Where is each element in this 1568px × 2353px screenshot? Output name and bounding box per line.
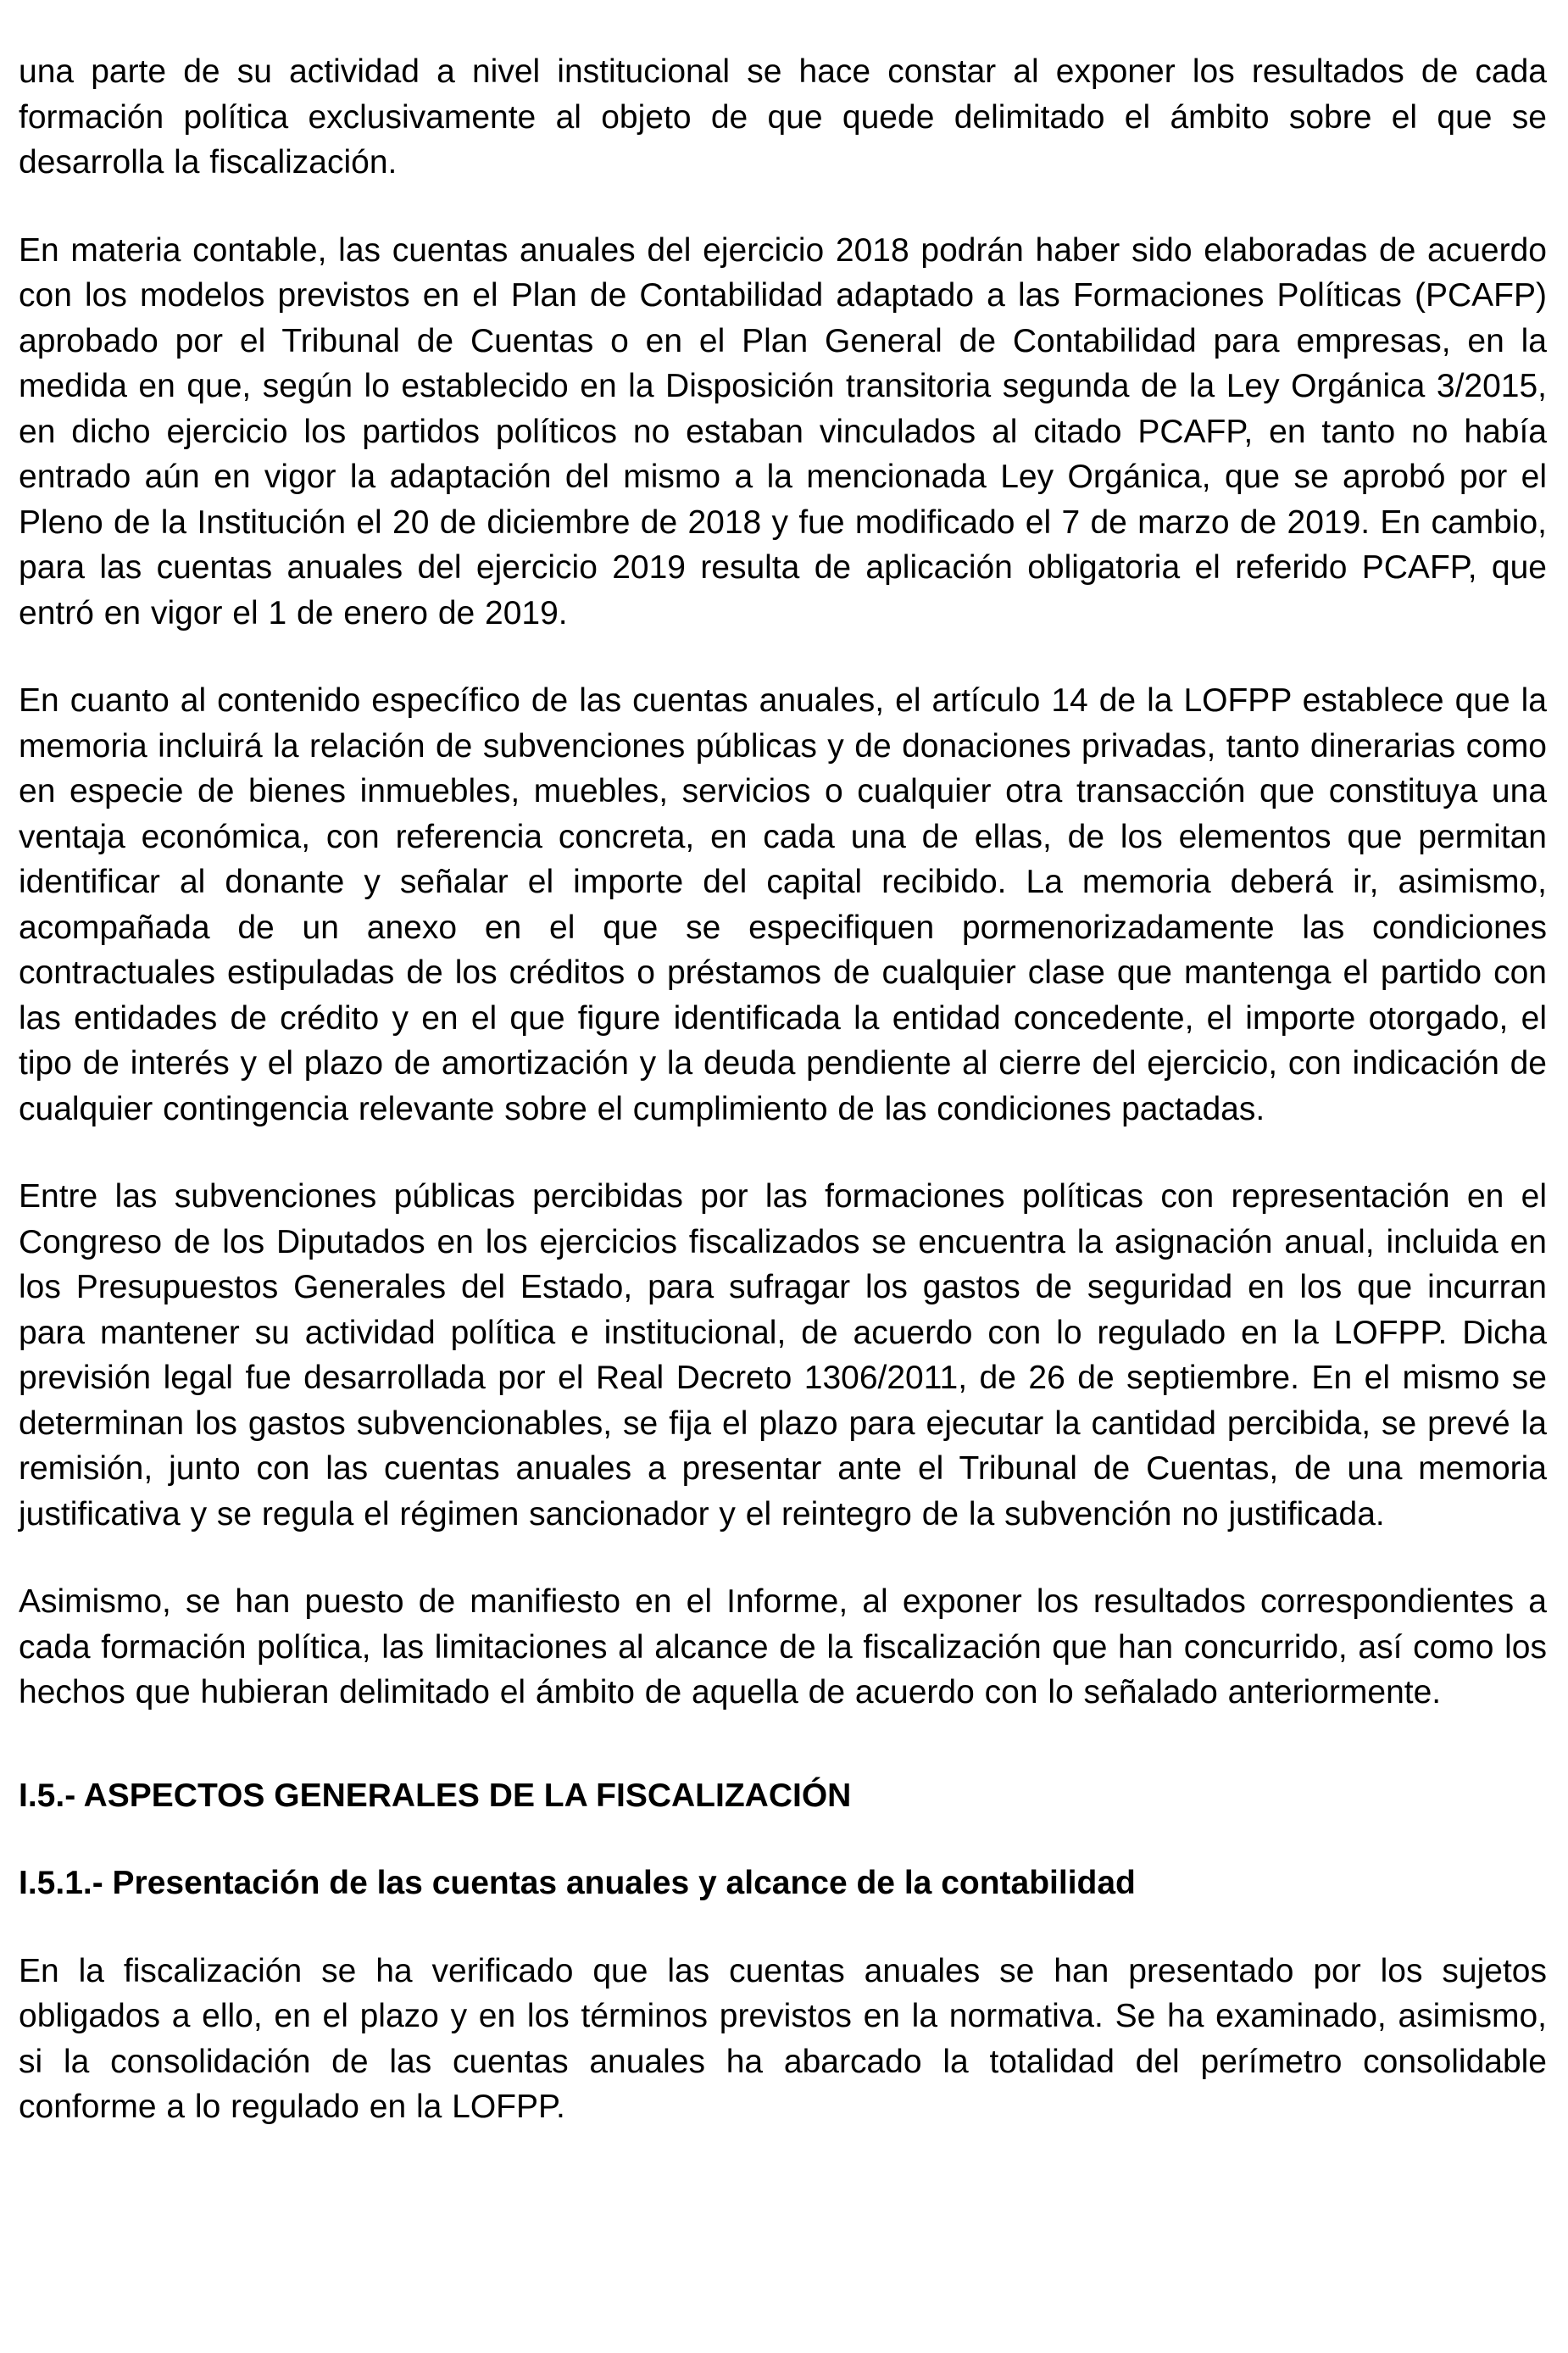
paragraph-scope-limitations: Asimismo, se han puesto de manifiesto en el Informe, al exponer los resultados correspondientes a cada formación política, las limitaciones al alcance de la fiscalización que han concurrido, así como los hechos que hubieran delimitado el ámbito de aquella de acuerdo con lo señalado anteriormente.	[19, 1583, 1547, 1711]
paragraph-annual-accounts-content: En cuanto al contenido específico de las cuentas anuales, el artículo 14 de la LOFPP establece que la memoria incluirá la relación de subvenciones públicas y de donaciones privadas, tanto dinerarias como en especie de bienes inmuebles, muebles, servicios o cualquier otra transacción que constituya una ventaja económica, con referencia concreta, en cada una de ellas, de los elementos que permitan identificar al donante y señalar el importe del capital recibido. La memoria deberá ir, asimismo, acompañada de un anexo en el que se especifiquen pormenorizadamente las condiciones contractuales estipuladas de los créditos o préstamos de cualquier clase que mantenga el partido con las entidades de crédito y en el que figure identificada la entidad concedente, el importe otorgado, el tipo de interés y el plazo de amortización y la deuda pendiente al cierre del ejercicio, con indicación de cualquier contingencia relevante sobre el cumplimiento de las condiciones pactadas.	[19, 682, 1547, 1127]
section-heading-aspectos-generales: I.5.- ASPECTOS GENERALES DE LA FISCALIZACIÓN	[19, 1777, 852, 1814]
paragraph-security-subsidies: Entre las subvenciones públicas percibidas por las formaciones políticas con representación en el Congreso de los Diputados en los ejercicios fiscalizados se encuentra la asignación anual, incluida en los Presupuestos Generales del Estado, para sufragar los gastos de seguridad en los que incurran para mantener su actividad política e institucional, de acuerdo con lo regulado en la LOFPP. Dicha previsión legal fue desarrollada por el Real Decreto 1306/2011, de 26 de septiembre. En el mismo se determinan los gastos subvencionables, se fija el plazo para ejecutar la cantidad percibida, se prevé la remisión, junto con las cuentas anuales a presentar ante el Tribunal de Cuentas, de una memoria justificativa y se regula el régimen sancionador y el reintegro de la subvención no justificada.	[19, 1178, 1547, 1533]
paragraph-accounts-presentation: En la fiscalización se ha verificado que las cuentas anuales se han presentado por los sujetos obligados a ello, en el plazo y en los términos previstos en la normativa. Se ha examinado, asimismo, si la consolidación de las cuentas anuales ha abarcado la totalidad del perímetro consolidable conforme a lo regulado en la LOFPP.	[19, 1952, 1547, 2125]
subsection-heading-presentacion-cuentas: I.5.1.- Presentación de las cuentas anuales y alcance de la contabilidad	[19, 1865, 1136, 1901]
paragraph-intro-continuation: una parte de su actividad a nivel institucional se hace constar al exponer los resultados de cada formación política exclusivamente al objeto de que quede delimitado el ámbito sobre el que se desarrolla la fiscalización.	[19, 53, 1547, 181]
paragraph-accounting-framework: En materia contable, las cuentas anuales del ejercicio 2018 podrán haber sido elaboradas de acuerdo con los modelos previstos en el Plan de Contabilidad adaptado a las Formaciones Políticas (PCAFP) aprobado por el Tribunal de Cuentas o en el Plan General de Contabilidad para empresas, en la medida en que, según lo establecido en la Disposición transitoria segunda de la Ley Orgánica 3/2015, en dicho ejercicio los partidos políticos no estaban vinculados al citado PCAFP, en tanto no había entrado aún en vigor la adaptación del mismo a la mencionada Ley Orgánica, que se aprobó por el Pleno de la Institución el 20 de diciembre de 2018 y fue modificado el 7 de marzo de 2019. En cambio, para las cuentas anuales del ejercicio 2019 resulta de aplicación obligatoria el referido PCAFP, que entró en vigor el 1 de enero de 2019.	[19, 231, 1547, 631]
